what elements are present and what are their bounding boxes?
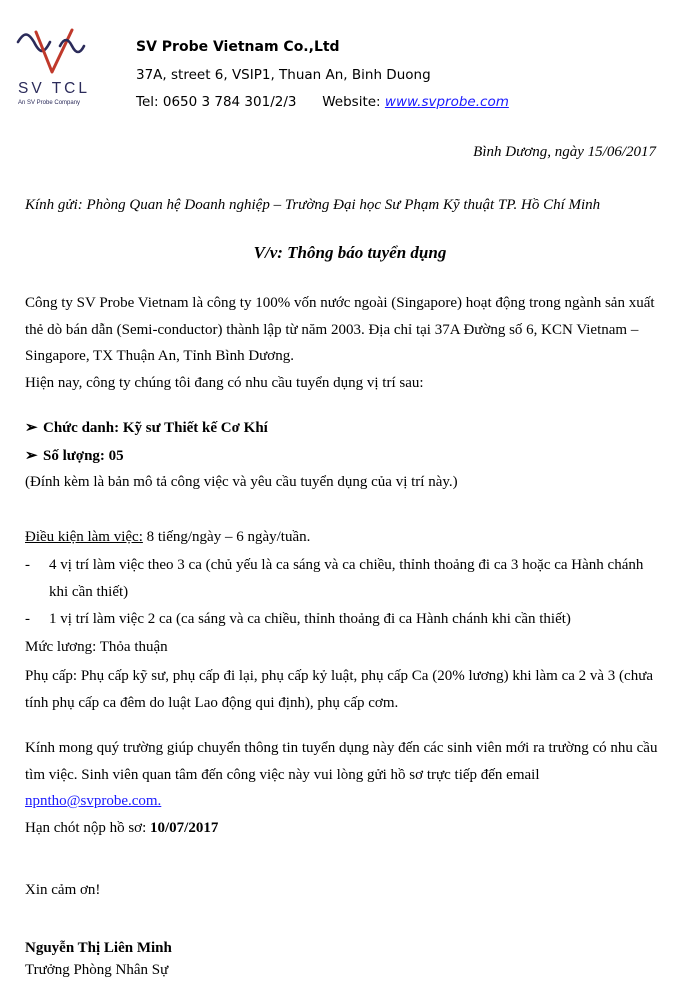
arrow-bullet-icon: ➢ xyxy=(25,448,38,464)
letter-subject: V/v: Thông báo tuyển dụng xyxy=(253,243,447,262)
signer-title: Trưởng Phòng Nhân Sự xyxy=(25,962,169,978)
company-name: SV Probe Vietnam Co.,Ltd xyxy=(136,39,340,55)
position-quantity: Số lượng: 05 xyxy=(43,448,124,464)
conditions-label: Điều kiện làm việc: xyxy=(25,529,143,545)
deadline-value: 10/07/2017 xyxy=(150,820,219,836)
website-label: Website: xyxy=(322,94,381,110)
company-address: 37A, street 6, VSIP1, Thuan An, Binh Duong xyxy=(136,66,431,83)
dash-bullet: - xyxy=(25,557,30,573)
bullet-quantity xyxy=(25,446,124,465)
logo-text: SV TCL xyxy=(18,80,90,97)
condition-item xyxy=(25,606,665,633)
website-link[interactable]: www.svprobe.com xyxy=(384,94,509,110)
salary: Mức lương: Thỏa thuận xyxy=(25,639,168,655)
company-logo xyxy=(14,26,96,112)
condition-item-text: 4 vị trí làm việc theo 3 ca (chủ yếu là ca sáng và ca chiều, thỉnh thoảng đi ca 3 hoặc ca Hành chánh khi cần thiết) xyxy=(49,557,644,600)
thanks: Xin cảm ơn! xyxy=(25,882,101,898)
hiring-need: Hiện nay, công ty chúng tôi đang có nhu cầu tuyển dụng vị trí sau: xyxy=(25,375,424,391)
company-header xyxy=(136,34,509,117)
position-title: Chức danh: Kỹ sư Thiết kế Cơ Khí xyxy=(43,420,268,436)
attachment-note: (Đính kèm là bản mô tả công việc và yêu cầu tuyển dụng của vị trí này.) xyxy=(25,474,458,490)
request-text: Kính mong quý trường giúp chuyển thông tin tuyển dụng này đến các sinh viên mới ra trường có nhu cầu tìm việc. Sinh viên quan tâm đến công việc này vui lòng gửi hồ sơ trực tiếp đến email xyxy=(25,740,658,783)
deadline xyxy=(25,815,665,842)
request-paragraph xyxy=(25,735,665,815)
logo-subtitle: An SV Probe Company xyxy=(18,100,81,106)
conditions-value: 8 tiếng/ngày – 6 ngày/tuần. xyxy=(142,529,311,545)
condition-item-text: 1 vị trí làm việc 2 ca (ca sáng và ca chiều, thỉnh thoảng đi ca Hành chánh khi cần thiết) xyxy=(49,611,571,627)
intro-paragraph: Công ty SV Probe Vietnam là công ty 100% vốn nước ngoài (Singapore) hoạt động trong ngành sản xuất thẻ dò bán dẫn (Semi-conductor) thành lập từ năm 2003. Địa chỉ tại 37A Đường số 6, KCN Vietnam – Singapore, TX Thuận An, Tỉnh Bình Dương. xyxy=(25,295,655,364)
email-link[interactable]: npntho@svprobe.com. xyxy=(25,793,162,809)
arrow-bullet-icon: ➢ xyxy=(25,420,38,436)
deadline-label: Hạn chót nộp hồ sơ: xyxy=(25,820,151,836)
signer-name: Nguyễn Thị Liên Minh xyxy=(25,940,172,956)
bullet-position xyxy=(25,418,268,437)
letter-date: Bình Dương, ngày 15/06/2017 xyxy=(473,144,656,160)
logo-wave-icon xyxy=(14,26,96,82)
working-conditions xyxy=(25,524,665,551)
allowance: Phụ cấp: Phụ cấp kỹ sư, phụ cấp đi lại, phụ cấp kỷ luật, phụ cấp Ca (20% lương) khi làm ca 2 và 3 (chưa tính phụ cấp ca đêm do luật Lao động qui định), phụ cấp cơm. xyxy=(25,668,654,711)
condition-item xyxy=(25,552,665,605)
greeting: Kính gửi: Phòng Quan hệ Doanh nghiệp – Trường Đại học Sư Phạm Kỹ thuật TP. Hồ Chí Minh xyxy=(25,197,601,213)
dash-bullet: - xyxy=(25,611,30,627)
company-contact xyxy=(136,89,509,117)
company-tel: Tel: 0650 3 784 301/2/3 xyxy=(136,94,297,110)
